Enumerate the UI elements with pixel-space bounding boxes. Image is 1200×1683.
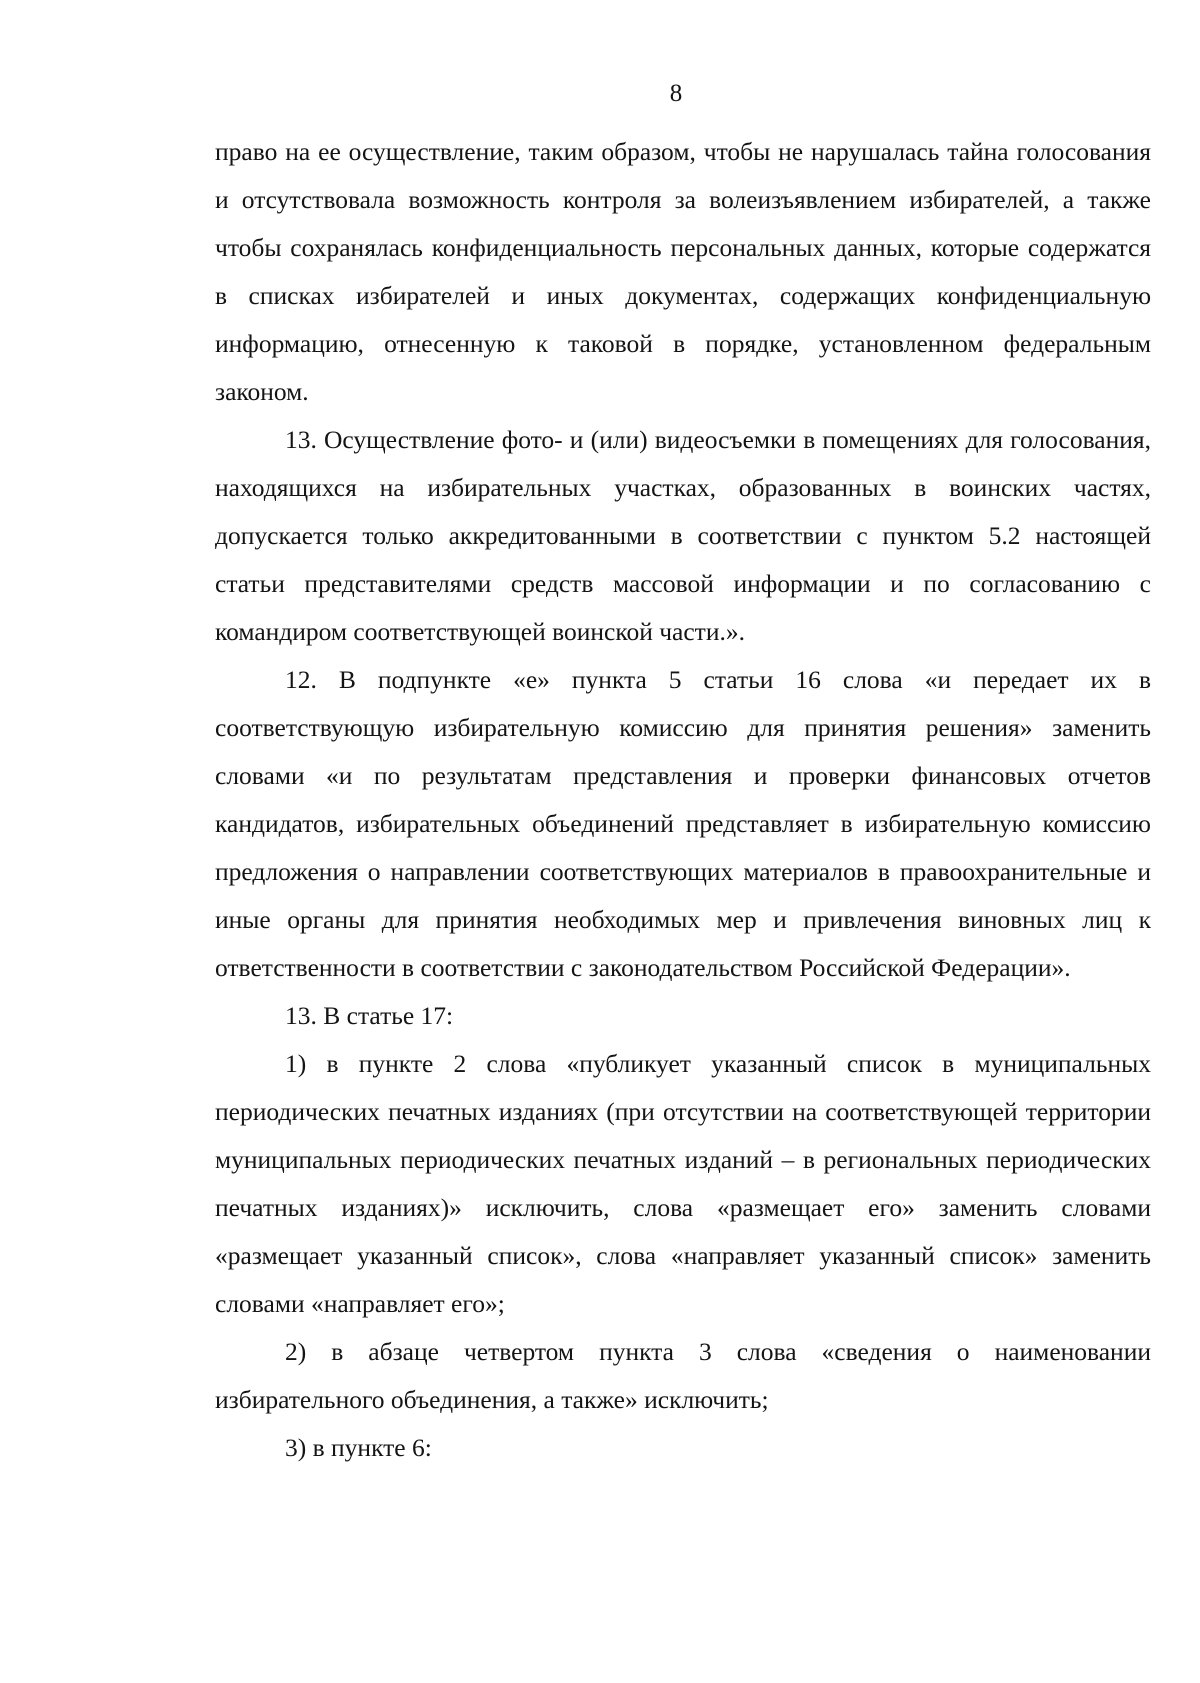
- paragraph-subitem-2: 2) в абзаце четвертом пункта 3 слова «сведения о наименовании избирательного объединения, а также» исключить;: [215, 1337, 1151, 1414]
- page-number: 8: [669, 80, 683, 107]
- document-body: [215, 128, 1151, 1472]
- paragraph-subitem-1: 1) в пункте 2 слова «публикует указанный список в муниципальных периодических печатных изданиях (при отсутствии на соответствующей территории муниципальных периодических печатных изданий – в региональных периодических печатных изданиях)» исключить, слова «размещает его» заменить словами «размещает указанный список», слова «направляет указанный список» заменить словами «направляет его»;: [215, 1049, 1151, 1318]
- paragraph-continuation: право на ее осуществление, таким образом, чтобы не нарушалась тайна голосования и отсутствовала возможность контроля за волеизъявлением избирателей, а также чтобы сохранялась конфиденциальность персональных данных, которые содержатся в списках избирателей и иных документах, содержащих конфиденциальную информацию, отнесенную к таковой в порядке, установленном федеральным законом.: [215, 137, 1151, 406]
- paragraph-item-13-photo-video: 13. Осуществление фото- и (или) видеосъемки в помещениях для голосования, находящихся на избирательных участках, образованных в воинских частях, допускается только аккредитованными в соответствии с пунктом 5.2 настоящей статьи представителями средств массовой информации и по согласованию с командиром соответствующей воинской части.».: [215, 425, 1151, 646]
- paragraph-item-12-article-16: 12. В подпункте «е» пункта 5 статьи 16 слова «и передает их в соответствующую избирательную комиссию для принятия решения» заменить словами «и по результатам представления и проверки финансовых отчетов кандидатов, избирательных объединений представляет в избирательную комиссию предложения о направлении соответствующих материалов в правоохранительные и иные органы для принятия необходимых мер и привлечения виновных лиц к ответственности в соответствии с законодательством Российской Федерации».: [215, 665, 1151, 982]
- paragraph-item-13-article-17: 13. В статье 17:: [285, 1001, 454, 1030]
- paragraph-subitem-3: 3) в пункте 6:: [285, 1433, 432, 1462]
